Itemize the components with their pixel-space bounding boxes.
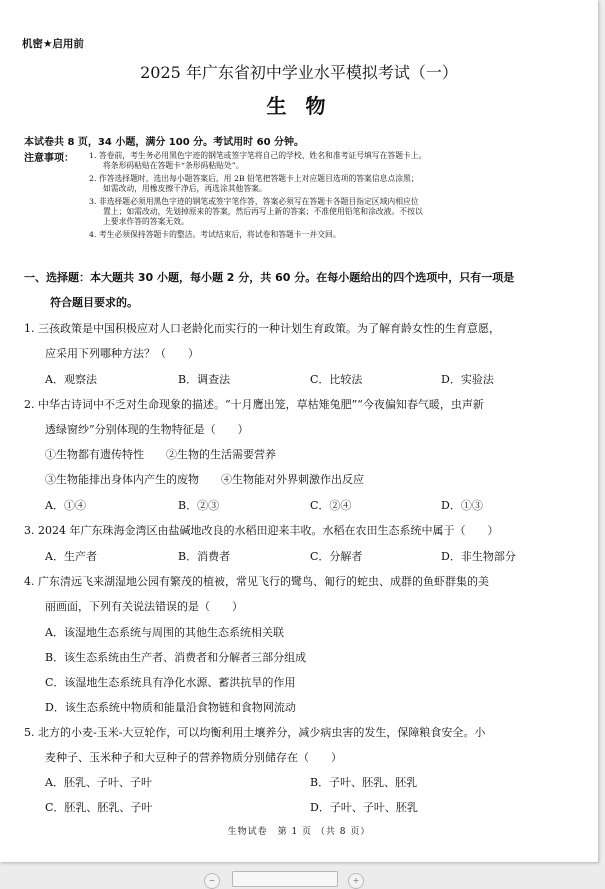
- question-2-statements: ①生物都有遗传特性 ②生物的生活需要营养: [45, 448, 276, 461]
- question-1-option-d: D．实验法: [441, 373, 494, 386]
- question-2-option-c: C．②④: [310, 499, 352, 512]
- exam-summary: 本试卷共 8 页，34 小题，满分 100 分。考试用时 60 分钟。: [24, 137, 305, 148]
- zoom-out-button[interactable]: −: [204, 873, 220, 889]
- question-3-option-a: A．生产者: [45, 550, 97, 563]
- section-heading: 一、选择题：本大题共 30 小题，每小题 2 分，共 60 分。在每小题给出的四个选项中，只有一项是: [24, 271, 515, 284]
- question-3-option-c: C．分解者: [310, 550, 363, 563]
- question-3-option-d: D．非生物部分: [441, 550, 516, 563]
- notice-line: 3. 非选择题必须用黑色字迹的钢笔或签字笔作答，答案必须写在答题卡各题目指定区域内相应位: [89, 197, 419, 206]
- question-2-stem-cont: 透绿窗纱”分别体现的生物特征是（ ）: [45, 423, 249, 436]
- secret-mark: 机密★启用前: [22, 38, 84, 50]
- question-1-stem-cont: 应采用下列哪种方法？（ ）: [45, 347, 199, 360]
- notice-line: 将条形码粘贴在答题卡“条形码粘贴处”。: [103, 161, 244, 170]
- zoom-in-button[interactable]: +: [348, 873, 364, 889]
- notice-line: 置上；如需改动，先划掉原来的答案，然后再写上新的答案；不准使用铅笔和涂改液。不按以: [103, 207, 423, 216]
- notice-line: 1. 答卷前，考生务必用黑色字迹的钢笔或签字笔将自己的学校、姓名和准考证号填写在答题卡上。: [89, 151, 427, 160]
- question-3-stem: 3. 2024 年广东珠海金湾区由盐碱地改良的水稻田迎来丰收。水稻在农田生态系统中属于（ ）: [24, 524, 499, 537]
- page-navigation-bar[interactable]: [232, 871, 338, 887]
- notice-line: 4. 考生必须保持答题卡的整洁。考试结束后，将试卷和答题卡一并交回。: [89, 230, 341, 239]
- notice-line: 上要求作答的答案无效。: [103, 217, 189, 226]
- notice-label: 注意事项：: [24, 153, 74, 164]
- question-1-option-b: B．调查法: [178, 373, 231, 386]
- notice-line: 如需改动，用橡皮擦干净后，再选涂其他答案。: [103, 184, 267, 193]
- exam-title: 2025 年广东省初中学业水平模拟考试（一）: [140, 63, 458, 82]
- question-5-stem-cont: 麦种子、玉米种子和大豆种子的营养物质分别储存在（ ）: [45, 751, 342, 764]
- question-2-statements: ③生物能排出身体内产生的废物 ④生物能对外界刺激作出反应: [45, 473, 364, 486]
- notice-line: 2. 作答选择题时，选出每小题答案后，用 2B 铅笔把答题卡上对应题目选项的答案信息点涂黑；: [89, 174, 419, 183]
- question-4-option-c: C．该湿地生态系统具有净化水源、蓄洪抗旱的作用: [45, 676, 296, 689]
- page-footer: 生物试卷 第 1 页 （共 8 页）: [227, 827, 371, 837]
- question-4-stem-cont: 丽画面，下列有关说法错误的是（ ）: [45, 600, 243, 613]
- question-2-option-a: A．①④: [45, 499, 86, 512]
- question-1-option-a: A．观察法: [45, 373, 97, 386]
- question-4-option-a: A．该湿地生态系统与周围的其他生态系统相关联: [45, 626, 284, 639]
- question-2-option-d: D．①③: [441, 499, 483, 512]
- question-4-option-b: B．该生态系统由生产者、消费者和分解者三部分组成: [45, 651, 307, 664]
- question-1-option-c: C．比较法: [310, 373, 363, 386]
- question-5-option-d: D．子叶、子叶、胚乳: [310, 801, 418, 814]
- subject-title: 生 物: [266, 94, 332, 118]
- question-4-stem: 4. 广东清远飞来湖湿地公园有繁茂的植被，常见飞行的鹭鸟、匍行的蛇虫、成群的鱼虾群集的美: [24, 575, 489, 588]
- question-5-stem: 5. 北方的小麦-玉米-大豆轮作，可以均衡利用土壤养分，减少病虫害的发生，保障粮食安全。小: [24, 726, 486, 739]
- section-heading-cont: 符合题目要求的。: [50, 296, 138, 309]
- question-5-option-a: A．胚乳、子叶、子叶: [45, 776, 152, 789]
- question-5-option-c: C．胚乳、胚乳、子叶: [45, 801, 153, 814]
- question-1-stem: 1. 三孩政策是中国积极应对人口老龄化而实行的一种计划生育政策。为了解育龄女性的生育意愿，: [24, 322, 500, 335]
- question-3-option-b: B．消费者: [178, 550, 231, 563]
- question-2-option-b: B．②③: [178, 499, 220, 512]
- question-2-stem: 2. 中华古诗词中不乏对生命现象的描述。“十月鹰出笼，草枯雉兔肥”“今夜偏知春气暖，虫声新: [24, 398, 484, 411]
- question-5-option-b: B．子叶、胚乳、胚乳: [310, 776, 418, 789]
- question-4-option-d: D．该生态系统中物质和能量沿食物链和食物网流动: [45, 701, 296, 714]
